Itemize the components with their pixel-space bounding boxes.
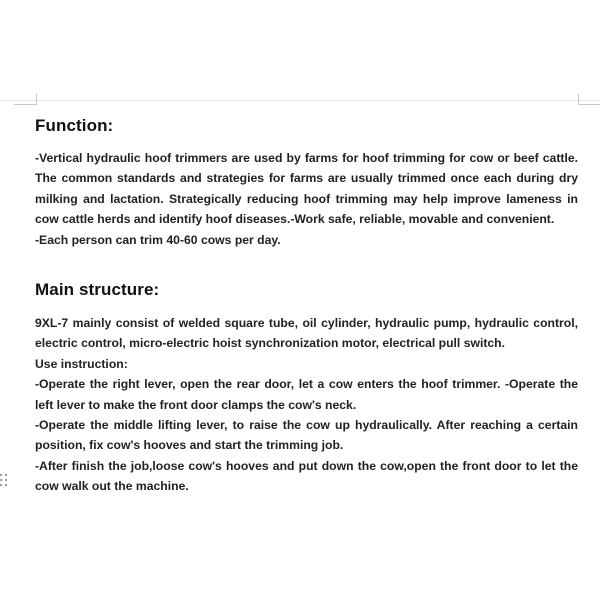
use-instruction-label: Use instruction: bbox=[35, 356, 128, 371]
instruction-step: -Operate the middle lifting lever, to raise the cow up hydraulically. After reaching a certain position, fix cow's hooves and start the trimming job. bbox=[35, 418, 578, 453]
function-paragraph: -Vertical hydraulic hoof trimmers are used by farms for hoof trimming for cow or beef cattle. The common standards and strategies for farms are usually trimmed once each during dry milking and lactation. Strategically reducing hoof trimming may help improve lameness in cow cattle herds and identify hoof diseases.-Work safe, reliable, movable and convenient. bbox=[35, 151, 578, 227]
structure-paragraph: 9XL-7 mainly consist of welded square tube, oil cylinder, hydraulic pump, hydraulic control, electric control, micro-electric hoist synchronization motor, electrical pull switch. bbox=[35, 316, 578, 351]
main-structure-heading: Main structure: bbox=[35, 280, 160, 300]
instruction-step: -Operate the right lever, open the rear door, let a cow enters the hoof trimmer. -Operate the left lever to make the front door clamps the cow's neck. bbox=[35, 377, 578, 412]
instruction-step: -After finish the job,loose cow's hooves and put down the cow,open the front door to let the cow walk out the machine. bbox=[35, 458, 578, 494]
function-heading: Function: bbox=[35, 116, 114, 135]
margin-corner-mark-right bbox=[578, 94, 600, 105]
function-paragraph: -Each person can trim 40-60 cows per day. bbox=[35, 232, 281, 247]
document-body bbox=[35, 112, 578, 497]
drag-handle-icon[interactable] bbox=[0, 474, 8, 488]
page-top-edge bbox=[0, 100, 600, 101]
margin-corner-mark-left bbox=[14, 94, 37, 105]
